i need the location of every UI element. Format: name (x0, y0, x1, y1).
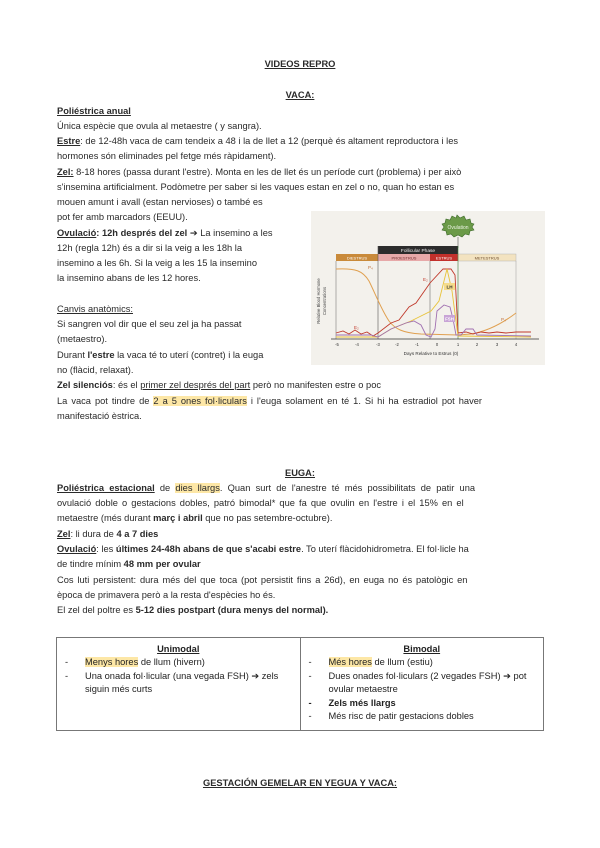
euga-ovu-line2-pre: de tindre mínim (57, 559, 124, 569)
ones-post: i l'euga solament en té 1. Si hi ha estradiol pot haver (246, 396, 482, 406)
modal-comparison-table (56, 637, 544, 731)
silencios-bold: Zel silenciós (57, 380, 113, 390)
euga-p1-line3-bold: març i abril (153, 513, 203, 523)
vaca-ovulacio-line4: la insemino abans de les 12 hores. (57, 273, 201, 283)
svg-text:E₂: E₂ (354, 325, 359, 330)
zel-text: 8-18 hores (passa durant l'estre). Monta en les de llet és un període curt (problema) i per això (73, 167, 462, 177)
follicular-phase-label: Follicular Phase (400, 249, 436, 254)
bimodal-item (307, 670, 538, 697)
bimodal-header: Bimodal (403, 644, 441, 654)
gestacion-heading: GESTACIÓN GEMELAR EN YEGUA Y VACA: (202, 778, 398, 788)
x-axis-label: Days Relative to Estrus (0) (403, 351, 459, 356)
svg-text:P₄: P₄ (501, 317, 506, 322)
vaca-ovulacio-line (57, 226, 273, 241)
euga-heading: EUGA: (285, 468, 315, 478)
vaca-ovulacio-line3: insemino a les 6h. Si la veig a les 15 la insemino (57, 258, 257, 268)
canvis-heading: Canvis anatòmics: (57, 304, 133, 314)
ovulacio-label: Ovulació (57, 228, 97, 238)
vaca-zel-line2: s'insemina artificialment. Podòmetre per saber si les vaques estan en zel o no, quan ho estan es (57, 182, 455, 192)
unimodal-item-highlight: Menys hores (85, 657, 139, 667)
svg-text:P₄: P₄ (368, 265, 373, 270)
euga-ovu-line (57, 542, 469, 557)
svg-text:E₂: E₂ (423, 277, 428, 282)
vaca-estre-line2: hormones són eliminades pel fetge més ràpidament). (57, 151, 277, 161)
durant-bold: l'estre (87, 350, 115, 360)
unimodal-column (57, 638, 301, 731)
ovulacio-text: La insemino a les (200, 228, 273, 238)
durant-line2: no (flàcid, relaxat). (57, 365, 134, 375)
euga-p1-line2: ovulació doble o gestacions dobles, patró bimodal* que fa que ovulin en l'estre i el 15% en el (57, 498, 464, 508)
vaca-line1: Única espècie que ovula al metaestre ( y sangra). (57, 121, 262, 131)
vaca-heading: VACA: (285, 90, 315, 100)
svg-text:3: 3 (495, 342, 499, 347)
svg-text:-1: -1 (415, 342, 419, 347)
ones-line2: manifestació èstrica. (57, 411, 142, 421)
euga-p1-line3 (57, 511, 332, 526)
unimodal-header: Unimodal (157, 644, 200, 654)
ones-highlight: 2 a 5 ones fol·liculars (153, 396, 247, 406)
bimodal-item (307, 710, 538, 724)
euga-ovu-bold: últimes 24-48h abans de que s'acabi estre (115, 544, 302, 554)
vaca-subheading: Poliéstrica anual (57, 106, 131, 116)
arrow-icon: ➔ (187, 228, 201, 238)
cos-luti-line2: època de primavera però a la resta d'espècies ho és. (57, 590, 276, 600)
silencios-underline: primer zel després del part (140, 380, 251, 390)
estre-text: : de 12-48h vaca de cam tendeix a 48 i la de llet a 12 (perquè és altament reproductora i les (80, 136, 459, 146)
unimodal-item-text: Una onada fol·licular (una vegada FSH) ➔ zels siguin més curts (85, 670, 279, 694)
svg-text:LH: LH (446, 284, 453, 290)
svg-text:PROESTRUS: PROESTRUS (391, 255, 417, 261)
svg-text:FSH: FSH (445, 316, 454, 322)
bimodal-item (307, 656, 538, 670)
svg-text:-4: -4 (355, 342, 359, 347)
document-title: VIDEOS REPRO (264, 59, 336, 69)
euga-p1-line3-post: que no pas setembre-octubre). (202, 513, 333, 523)
silencios-mid: : és el (112, 380, 141, 390)
euga-ovu-line2 (57, 557, 201, 572)
cos-luti-line1: Cos luti persistent: dura més del que toca (pot persistit fins a 26d), en euga no és patològic en (57, 575, 468, 585)
euga-ovu-line2-bold: 48 mm per ovular (123, 559, 201, 569)
silencios-post: però no manifesten estre o poc (250, 380, 382, 390)
svg-text:METESTRUS: METESTRUS (474, 255, 500, 261)
unimodal-item (63, 670, 294, 697)
bimodal-column (300, 638, 544, 731)
unimodal-item (63, 656, 294, 670)
vaca-zel-line3: mouen amunt i avall (estan nervioses) o també es (57, 197, 263, 207)
svg-text:-5: -5 (335, 342, 339, 347)
zel-label: Zel: (57, 167, 74, 177)
unimodal-item-text: de llum (hivern) (138, 657, 205, 667)
euga-zel-line (57, 527, 158, 542)
bimodal-item-text: Zels més llargs (328, 697, 396, 708)
svg-text:Ovulation: Ovulation (447, 225, 469, 231)
vaca-zel-line (57, 165, 461, 180)
silencios-line (57, 378, 381, 393)
svg-text:4: 4 (514, 342, 518, 347)
euga-p1-de: de (154, 483, 176, 493)
poltre-line (57, 603, 328, 618)
poltre-bold: 5-12 dies postpart (dura menys del normal). (135, 605, 329, 615)
svg-text:DIESTRUS: DIESTRUS (346, 255, 368, 261)
bimodal-item-text: Més risc de patir gestacions dobles (328, 711, 474, 721)
euga-ovu-label: Ovulació (57, 544, 97, 554)
bimodal-item (307, 697, 538, 711)
canvis-line2: (metaestro). (57, 334, 108, 344)
euga-ovu-post: . To uterí flàcidohidrometra. El fol·licle ha (301, 544, 469, 554)
vaca-ovulacio-line2: 12h (regla 12h) és a dir si la veig a les 18h la (57, 243, 243, 253)
svg-text:ESTRUS: ESTRUS (435, 255, 453, 261)
hormone-chart (311, 211, 545, 365)
euga-p1-post: . Quan surt de l'anestre té més possibilitats de patir una (219, 483, 476, 493)
svg-text:0: 0 (435, 342, 439, 347)
euga-p1-line3-pre: metaestre (més durant (57, 513, 154, 523)
bimodal-item-highlight: Més hores (328, 657, 372, 667)
ones-line (57, 394, 543, 409)
vaca-estre-line (57, 134, 458, 149)
ones-pre: La vaca pot tindre de (57, 396, 154, 406)
bimodal-item-text: de llum (estiu) (371, 657, 433, 667)
poltre-pre: El zel del poltre es (57, 605, 136, 615)
svg-text:-2: -2 (395, 342, 399, 347)
euga-zel-mid: : li dura de (70, 529, 117, 539)
svg-text:Relative Blood Hormone: Relative Blood Hormone (316, 278, 321, 324)
hormone-chart-figure (311, 211, 545, 365)
svg-text:Concentrations: Concentrations (322, 286, 327, 316)
euga-p1-line1 (57, 481, 543, 496)
svg-text:-3: -3 (376, 342, 380, 347)
bimodal-item-text: Dues onades fol·liculars (2 vegades FSH) ➔ pot ovular metaestre (328, 670, 527, 694)
durant-post: la vaca té to uterí (contret) i la euga (114, 350, 264, 360)
durant-line (57, 348, 263, 363)
durant-pre: Durant (57, 350, 88, 360)
svg-text:1: 1 (456, 342, 460, 347)
canvis-line1: Si sangren vol dir que el seu zel ja ha passat (57, 319, 242, 329)
euga-ovu-mid: : les (96, 544, 116, 554)
euga-zel-bold: 4 a 7 dies (116, 529, 159, 539)
euga-subheading: Poliéstrica estacional (57, 483, 155, 493)
dies-llargs-highlight: dies llargs (175, 483, 220, 493)
euga-zel-label: Zel (57, 529, 71, 539)
svg-text:2: 2 (475, 342, 479, 347)
vaca-zel-line4: pot fer amb marcadors (EEUU). (57, 212, 188, 222)
estre-label: Estre (57, 136, 81, 146)
ovulacio-bold: : 12h després del zel (96, 228, 188, 238)
